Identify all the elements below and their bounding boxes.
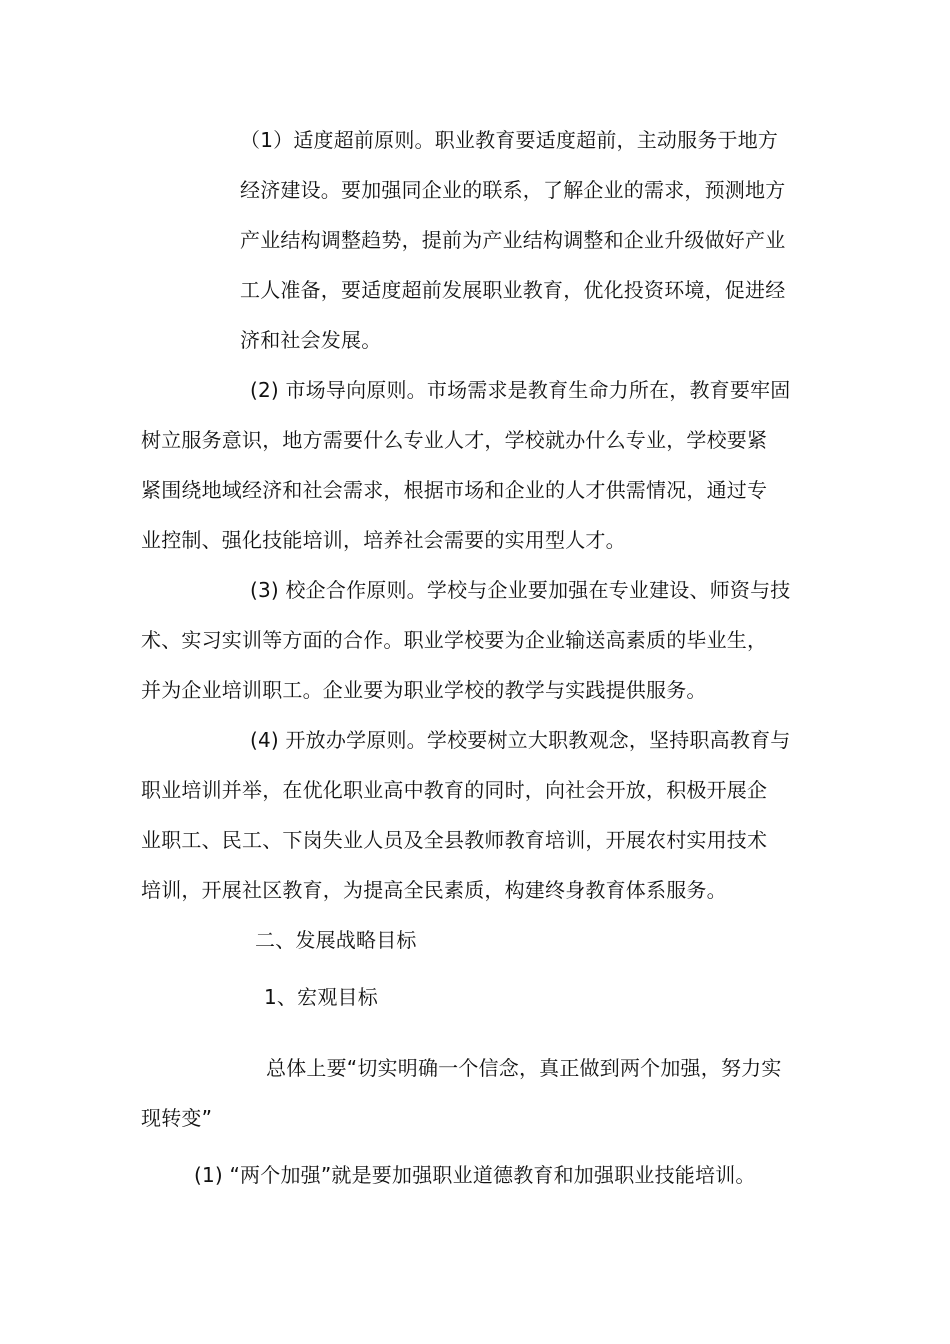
- principle-4-line-1: (4) 开放办学原则。学校要树立大职教观念，坚持职高教育与: [250, 728, 791, 752]
- overall-goal-line-2: 现转变”: [141, 1106, 213, 1130]
- principle-2-line-1: (2) 市场导向原则。市场需求是教育生命力所在，教育要牢固: [250, 378, 791, 402]
- principle-3-line-2: 术、实习实训等方面的合作。职业学校要为企业输送高素质的毕业生，: [141, 628, 768, 652]
- two-strengthenings-line: (1) “两个加强”就是要加强职业道德教育和加强职业技能培训。: [194, 1163, 756, 1187]
- principle-4-line-2: 职业培训并举，在优化职业高中教育的同时，向社会开放，积极开展企: [141, 778, 768, 802]
- principle-1-line-5: 济和社会发展。: [240, 328, 382, 352]
- section-heading: 二、发展战略目标: [255, 928, 417, 952]
- principle-1-line-3: 产业结构调整趋势，提前为产业结构调整和企业升级做好产业: [240, 228, 786, 252]
- principle-1-line-2: 经济建设。要加强同企业的联系，了解企业的需求，预测地方: [240, 178, 786, 202]
- principle-3-line-3: 并为企业培训职工。企业要为职业学校的教学与实践提供服务。: [141, 678, 707, 702]
- principle-2-line-3: 紧围绕地域经济和社会需求，根据市场和企业的人才供需情况，通过专: [141, 478, 768, 502]
- principle-2-line-2: 树立服务意识，地方需要什么专业人才，学校就办什么专业，学校要紧: [141, 428, 768, 452]
- principle-1-line-4: 工人准备，要适度超前发展职业教育，优化投资环境，促进经: [240, 278, 786, 302]
- overall-goal-line-1: 总体上要“切实明确一个信念，真正做到两个加强，努力实: [266, 1056, 782, 1080]
- principle-4-line-3: 业职工、民工、下岗失业人员及全县教师教育培训，开展农村实用技术: [141, 828, 768, 852]
- principle-2-line-4: 业控制、强化技能培训，培养社会需要的实用型人才。: [141, 528, 626, 552]
- principle-1-line-1: （1）适度超前原则。职业教育要适度超前，主动服务于地方: [240, 128, 779, 152]
- subsection-heading: 1、宏观目标: [264, 985, 378, 1009]
- principle-3-line-1: (3) 校企合作原则。学校与企业要加强在专业建设、师资与技: [250, 578, 791, 602]
- principle-4-line-4: 培训，开展社区教育，为提高全民素质，构建终身教育体系服务。: [141, 878, 727, 902]
